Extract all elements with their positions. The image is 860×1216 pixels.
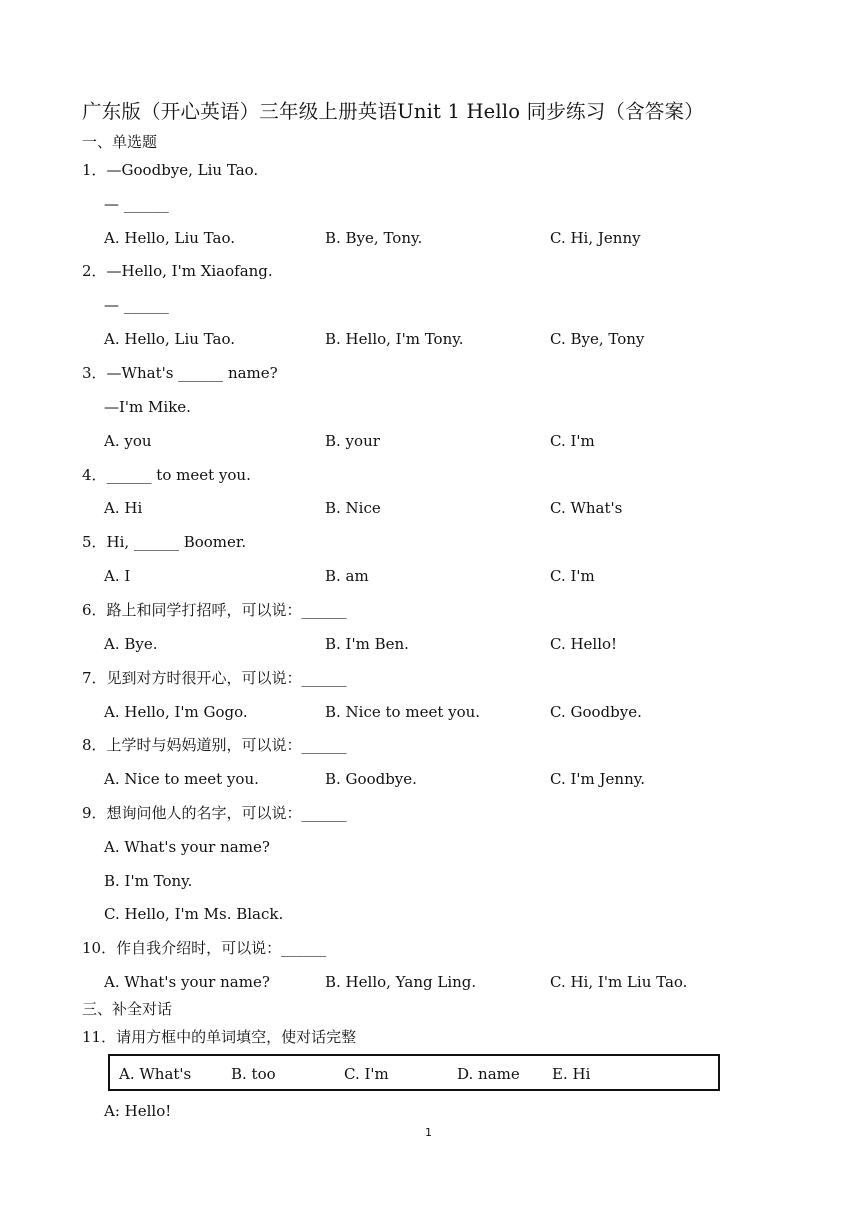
question-2-options: [104, 330, 804, 348]
question-3-options: [104, 432, 804, 450]
option-c: C. I'm: [550, 432, 595, 450]
option-c: C. I'm Jenny.: [550, 770, 645, 788]
question-9-option-c: C. Hello, I'm Ms. Black.: [104, 905, 284, 923]
question-10-options: [104, 973, 804, 991]
question-7-options: [104, 703, 804, 721]
option-b: B. Goodbye.: [325, 770, 417, 788]
word-bank-item: E. Hi: [552, 1065, 591, 1083]
question-1-options: [104, 229, 804, 247]
page-number: 1: [425, 1126, 432, 1139]
option-b: B. Hello, Yang Ling.: [325, 973, 477, 991]
question-4-stem: 4．______ to meet you.: [82, 466, 251, 484]
question-9-option-a: A. What's your name?: [104, 838, 270, 856]
word-bank-item: B. too: [231, 1065, 276, 1083]
section-heading-complete-dialog: 三、补全对话: [82, 1000, 173, 1018]
dialog-line-a: A: Hello!: [104, 1102, 172, 1120]
option-c: C. Hello!: [550, 635, 618, 653]
option-c: C. What's: [550, 499, 623, 517]
option-b: B. I'm Ben.: [325, 635, 409, 653]
question-6-stem: 6．路上和同学打招呼，可以说：______: [82, 601, 347, 619]
option-a: A. Bye.: [104, 635, 158, 653]
option-b: B. your: [325, 432, 380, 450]
question-5-stem: 5．Hi, ______ Boomer.: [82, 533, 247, 551]
question-3-stem: 3．—What's ______ name?: [82, 364, 278, 382]
option-b: B. Bye, Tony.: [325, 229, 423, 247]
option-a: A. What's your name?: [104, 973, 270, 991]
option-a: A. I: [104, 567, 131, 585]
option-a: A. you: [104, 432, 152, 450]
option-a: A. Hi: [104, 499, 143, 517]
section-heading-single-choice: 一、单选题: [82, 133, 158, 151]
option-c: C. Bye, Tony: [550, 330, 645, 348]
question-1-stem: 1．—Goodbye, Liu Tao.: [82, 161, 259, 179]
option-a: A. Hello, Liu Tao.: [104, 330, 235, 348]
question-6-options: [104, 635, 804, 653]
question-9-stem: 9．想询问他人的名字，可以说：______: [82, 804, 347, 822]
question-3-answer-line: —I'm Mike.: [104, 398, 191, 416]
question-8-stem: 8．上学时与妈妈道别，可以说：______: [82, 736, 347, 754]
question-11-stem: 11．请用方框中的单词填空，使对话完整: [82, 1028, 357, 1046]
word-bank-item: A. What's: [119, 1065, 192, 1083]
option-b: B. Nice to meet you.: [325, 703, 481, 721]
word-bank-box: [108, 1054, 720, 1091]
question-7-stem: 7．见到对方时很开心，可以说：______: [82, 669, 347, 687]
option-a: A. Nice to meet you.: [104, 770, 259, 788]
word-bank-item: D. name: [457, 1065, 520, 1083]
option-b: B. Nice: [325, 499, 381, 517]
question-4-options: [104, 499, 804, 517]
question-8-options: [104, 770, 804, 788]
option-b: B. Hello, I'm Tony.: [325, 330, 464, 348]
option-b: B. am: [325, 567, 369, 585]
word-bank-item: C. I'm: [344, 1065, 389, 1083]
question-5-options: [104, 567, 804, 585]
option-a: A. Hello, Liu Tao.: [104, 229, 235, 247]
option-c: C. I'm: [550, 567, 595, 585]
document-title: 广东版（开心英语）三年级上册英语Unit 1 Hello 同步练习（含答案）: [82, 100, 704, 123]
question-9-option-b: B. I'm Tony.: [104, 872, 193, 890]
option-a: A. Hello, I'm Gogo.: [104, 703, 248, 721]
question-2-answer-line: — ______: [104, 296, 169, 314]
question-2-stem: 2．—Hello, I'm Xiaofang.: [82, 262, 273, 280]
option-c: C. Hi, Jenny: [550, 229, 641, 247]
option-c: C. Hi, I'm Liu Tao.: [550, 973, 688, 991]
question-1-answer-line: — ______: [104, 195, 169, 213]
question-10-stem: 10．作自我介绍时，可以说：______: [82, 939, 327, 957]
option-c: C. Goodbye.: [550, 703, 642, 721]
